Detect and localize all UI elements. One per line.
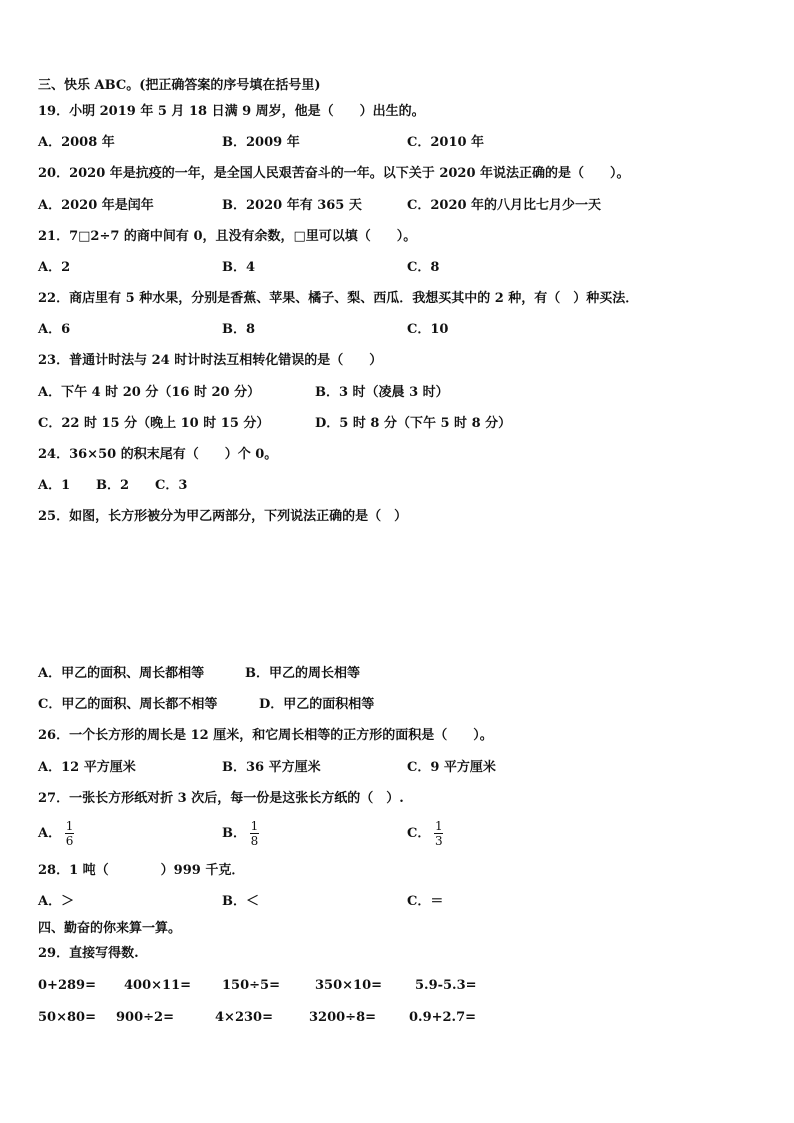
q27-option-a[interactable] <box>38 820 74 847</box>
q28-option-a[interactable]: A．＞ <box>38 894 75 909</box>
q27-option-c-fraction <box>434 820 443 847</box>
q21-option-a[interactable]: A．2 <box>38 260 71 275</box>
question-29-stem: 29．直接写得数. <box>38 946 139 961</box>
q19-option-c[interactable]: C．2010 年 <box>407 135 485 150</box>
q27-option-a-label: A． <box>38 826 62 841</box>
fraction-denominator: 3 <box>435 834 443 848</box>
q20-option-a[interactable]: A．2020 年是闰年 <box>38 198 154 213</box>
q25-figure-area <box>38 535 638 655</box>
section-3-title: 三、快乐 ABC。(把正确答案的序号填在括号里) <box>38 78 321 93</box>
q27-option-a-fraction <box>65 820 74 847</box>
q26-option-b[interactable]: B．36 平方厘米 <box>222 760 321 775</box>
question-28-stem: 28．1 吨（ ）999 千克． <box>38 863 245 878</box>
q27-option-b-label: B． <box>222 826 246 841</box>
question-19-stem: 19．小明 2019 年 5 月 18 日满 9 周岁，他是（ ）出生的。 <box>38 104 425 119</box>
q21-option-c[interactable]: C．8 <box>407 260 440 275</box>
fraction-numerator: 1 <box>435 819 443 833</box>
calc-r1-c1: 0+289= <box>38 978 96 993</box>
q23-option-d[interactable]: D．5 时 8 分（下午 5 时 8 分） <box>315 416 512 431</box>
q23-option-a[interactable]: A．下午 4 时 20 分（16 时 20 分） <box>38 385 261 400</box>
question-20-stem: 20．2020 年是抗疫的一年，是全国人民艰苦奋斗的一年。以下关于 2020 年说法正确的是（ ）。 <box>38 166 630 181</box>
q23-option-b[interactable]: B．3 时（凌晨 3 时） <box>315 385 449 400</box>
q26-option-a[interactable]: A．12 平方厘米 <box>38 760 136 775</box>
q22-option-a[interactable]: A．6 <box>38 322 71 337</box>
q25-option-c[interactable]: C．甲乙的面积、周长都不相等 <box>38 697 218 712</box>
q21-option-b[interactable]: B．4 <box>222 260 256 275</box>
question-25-stem: 25．如图，长方形被分为甲乙两部分，下列说法正确的是（ ） <box>38 509 408 524</box>
q26-option-c[interactable]: C．9 平方厘米 <box>407 760 496 775</box>
question-24-stem: 24．36×50 的积末尾有（ ）个 0。 <box>38 447 278 462</box>
fraction-denominator: 8 <box>250 834 259 848</box>
calc-r1-c3: 150÷5= <box>222 978 280 993</box>
q25-option-a[interactable]: A．甲乙的面积、周长都相等 <box>38 666 205 681</box>
q27-option-b-fraction <box>250 820 259 847</box>
q28-option-c[interactable]: C．＝ <box>407 894 444 909</box>
q28-option-b[interactable]: B．＜ <box>222 894 259 909</box>
q24-option-b[interactable]: B．2 <box>96 478 130 493</box>
q22-option-b[interactable]: B．8 <box>222 322 256 337</box>
fraction-denominator: 6 <box>65 834 74 848</box>
q27-option-b[interactable] <box>222 820 259 847</box>
q25-option-b[interactable]: B．甲乙的周长相等 <box>245 666 360 681</box>
question-27-stem: 27．一张长方形纸对折 3 次后，每一份是这张长方纸的（ ）. <box>38 791 404 806</box>
fraction-numerator: 1 <box>250 819 259 833</box>
q25-option-d[interactable]: D．甲乙的面积相等 <box>259 697 375 712</box>
q20-option-c[interactable]: C．2020 年的八月比七月少一天 <box>407 198 602 213</box>
calc-r2-c4: 3200÷8= <box>309 1010 377 1025</box>
q20-option-b[interactable]: B．2020 年有 365 天 <box>222 198 362 213</box>
q19-option-b[interactable]: B．2009 年 <box>222 135 300 150</box>
calc-r2-c3: 4×230= <box>215 1010 273 1025</box>
q27-option-c[interactable] <box>407 820 443 847</box>
q24-option-a[interactable]: A．1 <box>38 478 71 493</box>
calc-r2-c2: 900÷2= <box>116 1010 174 1025</box>
question-23-stem: 23．普通计时法与 24 时计时法互相转化错误的是（ ） <box>38 353 383 368</box>
question-26-stem: 26．一个长方形的周长是 12 厘米，和它周长相等的正方形的面积是（ ）。 <box>38 728 493 743</box>
question-22-stem: 22．商店里有 5 种水果，分别是香蕉、苹果、橘子、梨、西瓜．我想买其中的 2 种，有（ ）种买法． <box>38 291 639 306</box>
calc-r2-c5: 0.9+2.7= <box>409 1010 477 1025</box>
q24-option-c[interactable]: C．3 <box>155 478 188 493</box>
q23-option-c[interactable]: C．22 时 15 分（晚上 10 时 15 分） <box>38 416 270 431</box>
fraction-numerator: 1 <box>65 819 74 833</box>
calc-r1-c5: 5.9-5.3= <box>415 978 477 993</box>
section-4-title: 四、勤奋的你来算一算。 <box>38 921 182 936</box>
question-21-stem: 21．7□2÷7 的商中间有 0，且没有余数，□里可以填（ ）。 <box>38 229 417 244</box>
calc-r1-c2: 400×11= <box>124 978 192 993</box>
calc-r2-c1: 50×80= <box>38 1010 96 1025</box>
q22-option-c[interactable]: C．10 <box>407 322 449 337</box>
calc-r1-c4: 350×10= <box>315 978 383 993</box>
q27-option-c-label: C． <box>407 826 431 841</box>
q19-option-a[interactable]: A．2008 年 <box>38 135 115 150</box>
